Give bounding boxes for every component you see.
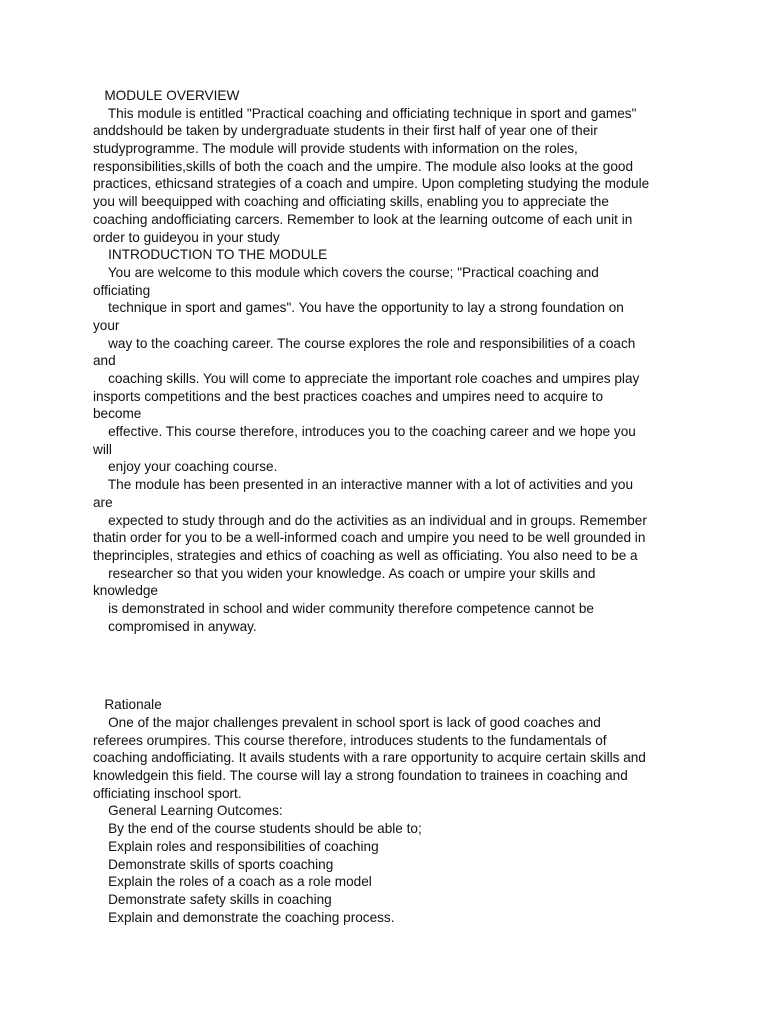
learning-outcomes-section	[93, 802, 683, 926]
rationale-text-line: One of the major challenges prevalent in school sport is lack of good coaches and	[93, 715, 601, 730]
introduction-text-line: and	[93, 353, 116, 369]
introduction-text-line: compromised in anyway.	[93, 618, 257, 634]
learning-outcome-item: Explain and demonstrate the coaching process.	[93, 909, 395, 925]
rationale-text-line: officiating inschool sport.	[93, 785, 242, 801]
introduction-section	[93, 246, 683, 635]
overview-text-line: studyprogramme. The module will provide students with information on the roles,	[93, 141, 578, 157]
learning-outcomes-heading: General Learning Outcomes:	[93, 803, 283, 819]
rationale-heading: Rationale	[93, 697, 162, 713]
introduction-text-line: is demonstrated in school and wider community therefore competence cannot be	[93, 600, 594, 616]
introduction-text-line: knowledge	[93, 583, 158, 599]
introduction-text-line: officiating	[93, 282, 151, 298]
introduction-text-line: theprinciples, strategies and ethics of coaching as well as officiating. You also need to be a	[93, 547, 638, 563]
rationale-text-line: coaching andofficiating. It avails students with a rare opportunity to acquire certain skills and	[93, 750, 646, 766]
overview-text-line: practices, ethicsand strategies of a coach and umpire. Upon completing studying the module	[93, 176, 650, 192]
learning-outcome-item: Explain the roles of a coach as a role model	[93, 874, 372, 890]
introduction-text-line: your	[93, 317, 120, 333]
rationale-section	[93, 696, 683, 802]
module-overview-section	[93, 87, 683, 246]
overview-text-line: coaching andofficiating carcers. Remember to look at the learning outcome of each unit in	[93, 211, 633, 227]
blank-space	[93, 635, 683, 696]
overview-text-line: This module is entitled "Practical coaching and officiating technique in sport and games"	[93, 105, 637, 121]
learning-outcome-item: Demonstrate safety skills in coaching	[93, 891, 332, 907]
learning-outcome-item: Explain roles and responsibilities of coaching	[93, 838, 379, 854]
introduction-text-line: way to the coaching career. The course explores the role and responsibilities of a coach	[93, 335, 636, 351]
rationale-text-line: referees orumpires. This course therefore, introduces students to the fundamentals of	[93, 732, 607, 748]
introduction-text-line: technique in sport and games". You have the opportunity to lay a strong foundation on	[93, 300, 624, 316]
overview-text-line: order to guideyou in your study	[93, 229, 280, 245]
document-page	[93, 87, 683, 926]
introduction-text-line: You are welcome to this module which covers the course; "Practical coaching and	[93, 264, 599, 280]
overview-text-line: anddshould be taken by undergraduate students in their first half of year one of their	[93, 123, 598, 139]
overview-text-line: responsibilities,skills of both the coach and the umpire. The module also looks at the good	[93, 158, 634, 174]
introduction-text-line: insports competitions and the best practices coaches and umpires need to acquire to	[93, 388, 604, 404]
introduction-text-line: thatin order for you to be a well-informed coach and umpire you need to be well grounded in	[93, 530, 646, 546]
rationale-text-line: knowledgein this field. The course will lay a strong foundation to trainees in coaching and	[93, 768, 628, 784]
introduction-heading: INTRODUCTION TO THE MODULE	[93, 247, 328, 263]
introduction-text-line: are	[93, 494, 113, 510]
introduction-text-line: The module has been presented in an interactive manner with a lot of activities and you	[93, 477, 634, 493]
introduction-text-line: researcher so that you widen your knowledge. As coach or umpire your skills and	[93, 565, 596, 581]
introduction-text-line: coaching skills. You will come to appreciate the important role coaches and umpires play	[93, 371, 640, 386]
introduction-text-line: effective. This course therefore, introduces you to the coaching career and we hope you	[93, 424, 636, 440]
overview-text-line: you will beequipped with coaching and officiating skills, enabling you to appreciate the	[93, 194, 609, 210]
learning-outcome-item: Demonstrate skills of sports coaching	[93, 856, 334, 872]
introduction-text-line: become	[93, 406, 142, 422]
introduction-text-line: enjoy your coaching course.	[93, 459, 278, 475]
learning-outcome-item: By the end of the course students should be able to;	[93, 821, 422, 837]
module-overview-heading: MODULE OVERVIEW	[93, 88, 240, 103]
introduction-text-line: will	[93, 441, 112, 457]
introduction-text-line: expected to study through and do the activities as an individual and in groups. Remember	[93, 512, 647, 528]
